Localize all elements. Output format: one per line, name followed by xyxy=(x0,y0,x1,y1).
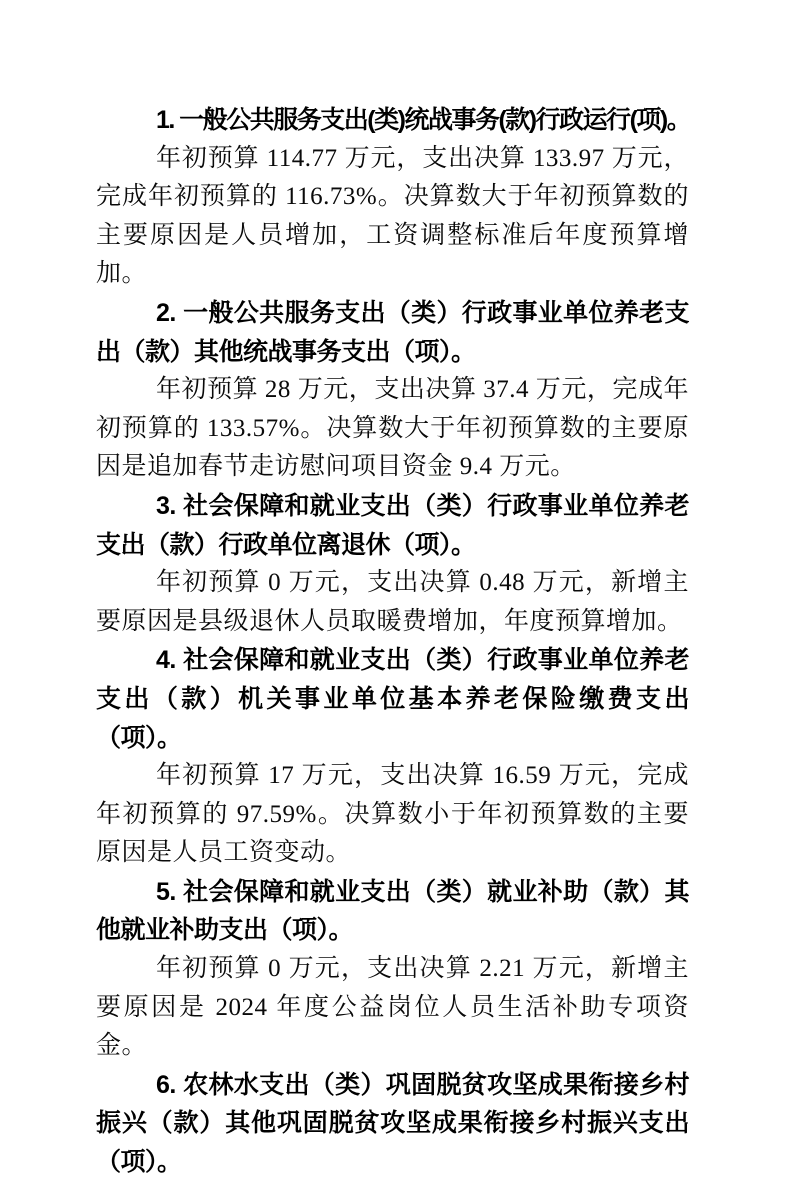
budget-item-section-3 xyxy=(96,487,689,641)
budget-item-section-2 xyxy=(96,294,689,487)
section-2-heading: 2. 一般公共服务支出（类）行政事业单位养老支出（款）其他统战事务支出（项）。 xyxy=(96,298,689,366)
section-3-body: 年初预算 0 万元，支出决算 0.48 万元，新增主要原因是县级退休人员取暖费增加，年度预算增加。 xyxy=(96,569,689,635)
budget-item-section-1 xyxy=(96,101,689,294)
section-5-heading: 5. 社会保障和就业支出（类）就业补助（款）其他就业补助支出（项）。 xyxy=(96,877,689,945)
budget-item-section-6 xyxy=(96,1066,689,1182)
budget-item-section-4 xyxy=(96,641,689,873)
budget-item-section-5 xyxy=(96,873,689,1066)
section-4-body: 年初预算 17 万元，支出决算 16.59 万元，完成年初预算的 97.59%。决算数小于年初预算数的主要原因是人员工资变动。 xyxy=(96,762,689,867)
section-3-heading: 3. 社会保障和就业支出（类）行政事业单位养老支出（款）行政单位离退休（项）。 xyxy=(96,491,689,559)
section-4-heading: 4. 社会保障和就业支出（类）行政事业单位养老支出（款）机关事业单位基本养老保险缴费支出（项）。 xyxy=(96,646,689,752)
section-1-heading: 1. 一般公共服务支出(类)统战事务(款)行政运行(项)。 xyxy=(156,106,691,134)
section-5-body: 年初预算 0 万元，支出决算 2.21 万元，新增主要原因是 2024 年度公益岗位人员生活补助专项资金。 xyxy=(96,955,689,1060)
section-6-heading: 6. 农林水支出（类）巩固脱贫攻坚成果衔接乡村振兴（款）其他巩固脱贫攻坚成果衔接乡村振兴支出（项）。 xyxy=(96,1070,689,1177)
section-1-body: 年初预算 114.77 万元，支出决算 133.97 万元，完成年初预算的 116.73%。决算数大于年初预算数的主要原因是人员增加，工资调整标准后年度预算增加。 xyxy=(96,144,689,288)
section-2-body: 年初预算 28 万元，支出决算 37.4 万元，完成年初预算的 133.57%。决算数大于年初预算数的主要原因是追加春节走访慰问项目资金 9.4 万元。 xyxy=(96,376,689,481)
